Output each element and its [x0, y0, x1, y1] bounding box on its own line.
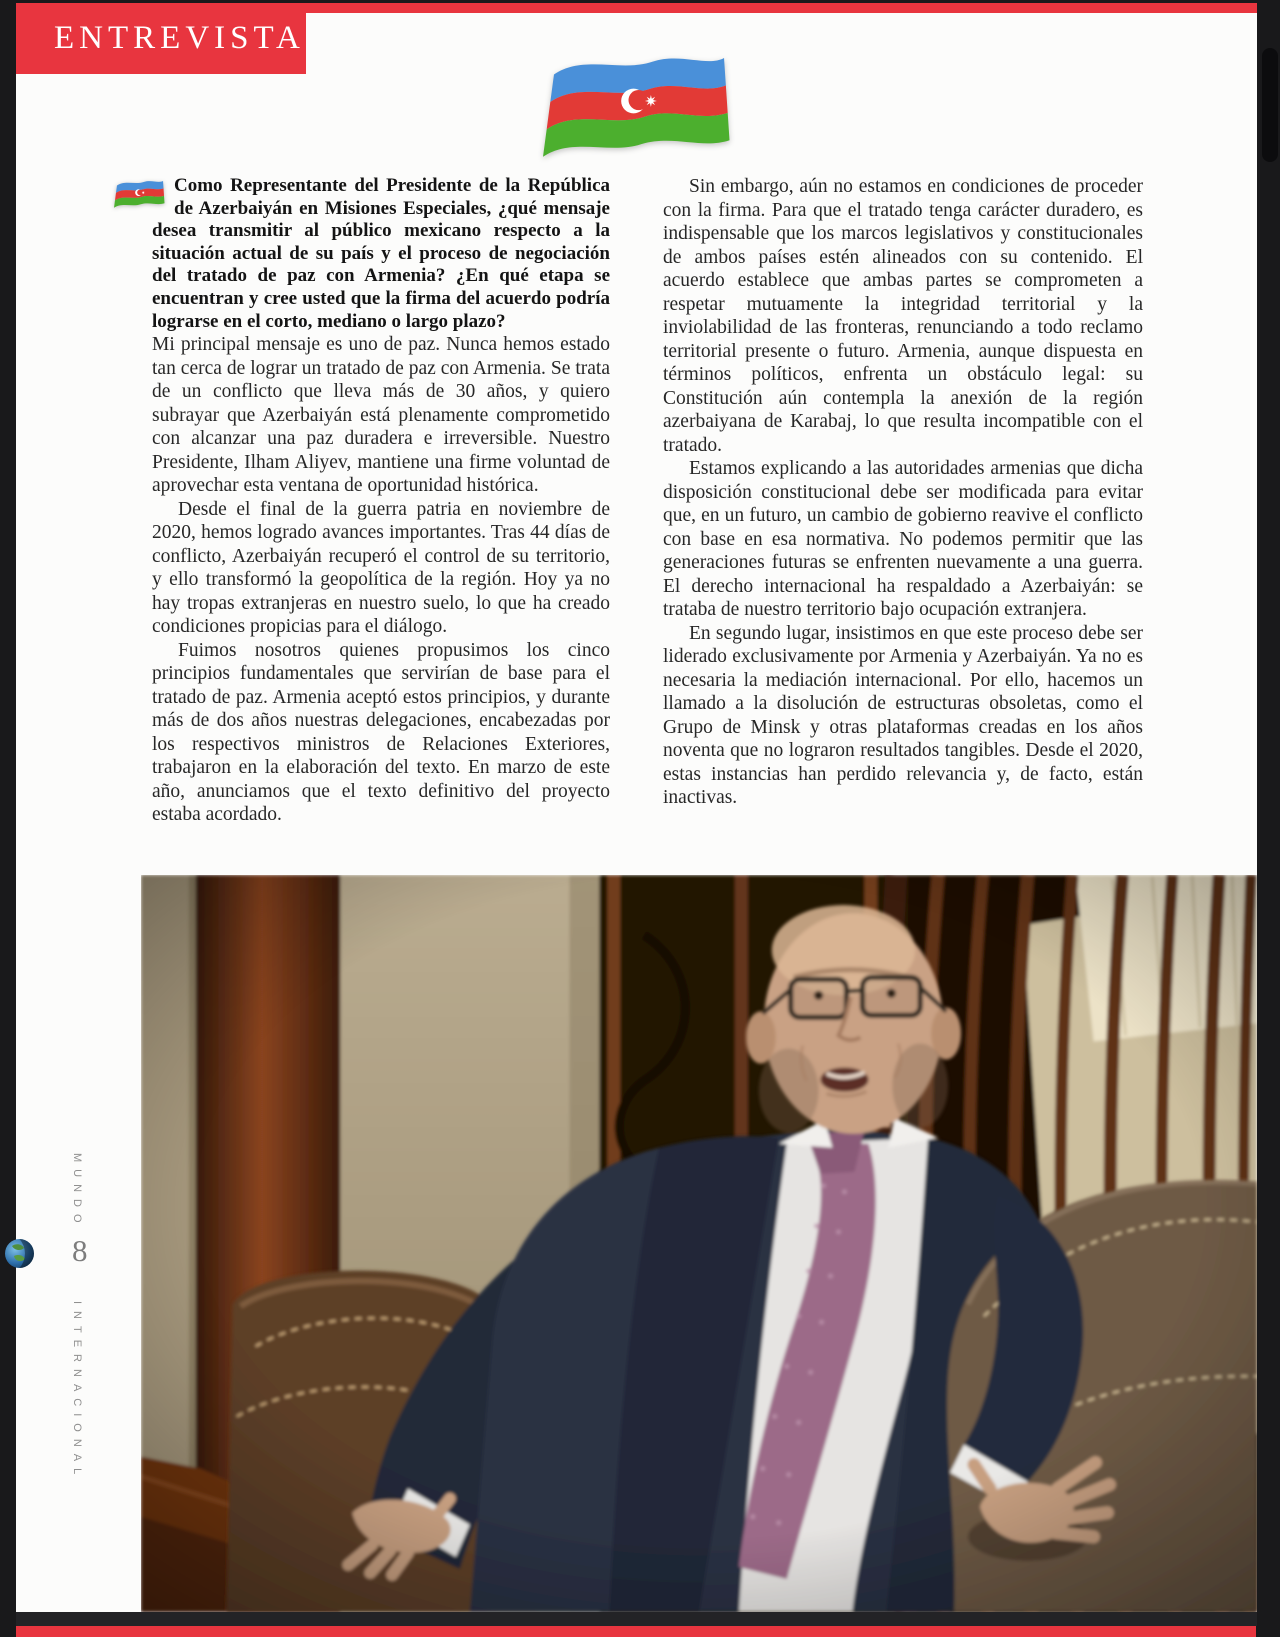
interview-question — [152, 175, 610, 333]
sidebar-section-top: MUNDO — [71, 1153, 83, 1230]
paragraph: En segundo lugar, insistimos en que este proceso debe ser liderado exclusivamente por Armenia y Azerbaiyán. Ya no es necesaria la mediación internacional. Por ello, hacemos un llamado a la disolución de estructuras obsoletas, como el Grupo de Minsk y otras plataformas creadas en los años noventa que no lograron resultados tangibles. Desde el 2020, estas instancias han perdido relevancia y, de facto, están inactivas. — [663, 622, 1143, 808]
azerbaijan-flag-small-icon — [114, 176, 166, 212]
globe-icon — [4, 1238, 35, 1269]
question-text: Como Representante del Presidente de la República de Azerbaiyán en Misiones Especiales, ¿qué mensaje desea transmitir al público mexicano respecto a la situación actual de su país y el proceso de negociación del tratado de paz con Armenia? ¿En qué etapa se encuentran y cree usted que la firma del acuerdo podría lograrse en el corto, mediano o largo plazo? — [152, 175, 610, 332]
paragraph: Mi principal mensaje es uno de paz. Nunca hemos estado tan cerca de lograr un tratado de paz con Armenia. Se trata de un conflicto que lleva más de 30 años, y quiero subrayar que Azerbaiyán está plenamente comprometido con alcanzar una paz duradera e irreversible. Nuestro Presidente, Ilham Aliyev, mantiene una firme voluntad de aprovechar esta ventana de oportunidad histórica. — [152, 334, 610, 497]
page-bottom-gap — [16, 1612, 1257, 1626]
paragraph: Sin embargo, aún no estamos en condiciones de proceder con la firma. Para que el tratado tenga carácter duradero, es indispensable que los marcos legislativos y constitucionales de ambos países estén alineados con su contenido. El acuerdo establece que ambas partes se comprometen a respetar mutuamente la integridad territorial y la inviolabilidad de las fronteras, renunciando a todo reclamo territorial presente o futuro. Armenia, aunque dispuesta en términos políticos, enfrenta un obstáculo legal: su Constitución aún contempla la anexión de la región azerbaiyana de Karabaj, lo que resulta incompatible con el tratado. — [663, 176, 1143, 456]
paragraph: Estamos explicando a las autoridades armenias que dicha disposición constitucional debe ser modificada para evitar que, en un futuro, un cambio de gobierno reavive el conflicto con base en esa normativa. No podemos permitir que las generaciones futuras se enfrenten nuevamente a una guerra. El derecho internacional ha respaldado a Azerbaiyán: se trataba de nuestro territorio bajo ocupación extranjera. — [663, 458, 1143, 620]
page-number: 8 — [72, 1233, 88, 1268]
article-column-left — [152, 175, 610, 827]
sidebar-section-bottom: INTERNACIONAL — [71, 1301, 83, 1482]
bottom-red-bar — [16, 1626, 1256, 1637]
section-title: ENTREVISTA — [54, 20, 305, 56]
interview-photo — [141, 875, 1257, 1612]
scrollbar-thumb[interactable] — [1262, 48, 1278, 162]
article-column-right — [663, 175, 1143, 810]
azerbaijan-flag-icon — [543, 43, 735, 169]
magazine-page — [16, 3, 1257, 1612]
section-banner — [16, 3, 306, 74]
paragraph: Fuimos nosotros quienes propusimos los cinco principios fundamentales que servirían de base para el tratado de paz. Armenia aceptó estos principios, y durante más de dos años nuestras delegaciones, encabezadas por los respectivos ministros de Relaciones Exteriores, trabajaron en la elaboración del texto. En marzo de este año, anunciamos que el texto definitivo del proyecto estaba acordado. — [152, 639, 610, 826]
paragraph: Desde el final de la guerra patria en noviembre de 2020, hemos logrado avances importantes. Tras 44 días de conflicto, Azerbaiyán recuperó el control de su territorio, y ello transformó la geopolítica de la región. Hoy ya no hay tropas extranjeras en nuestro suelo, lo que ha creado condiciones propicias para el diálogo. — [152, 498, 610, 638]
